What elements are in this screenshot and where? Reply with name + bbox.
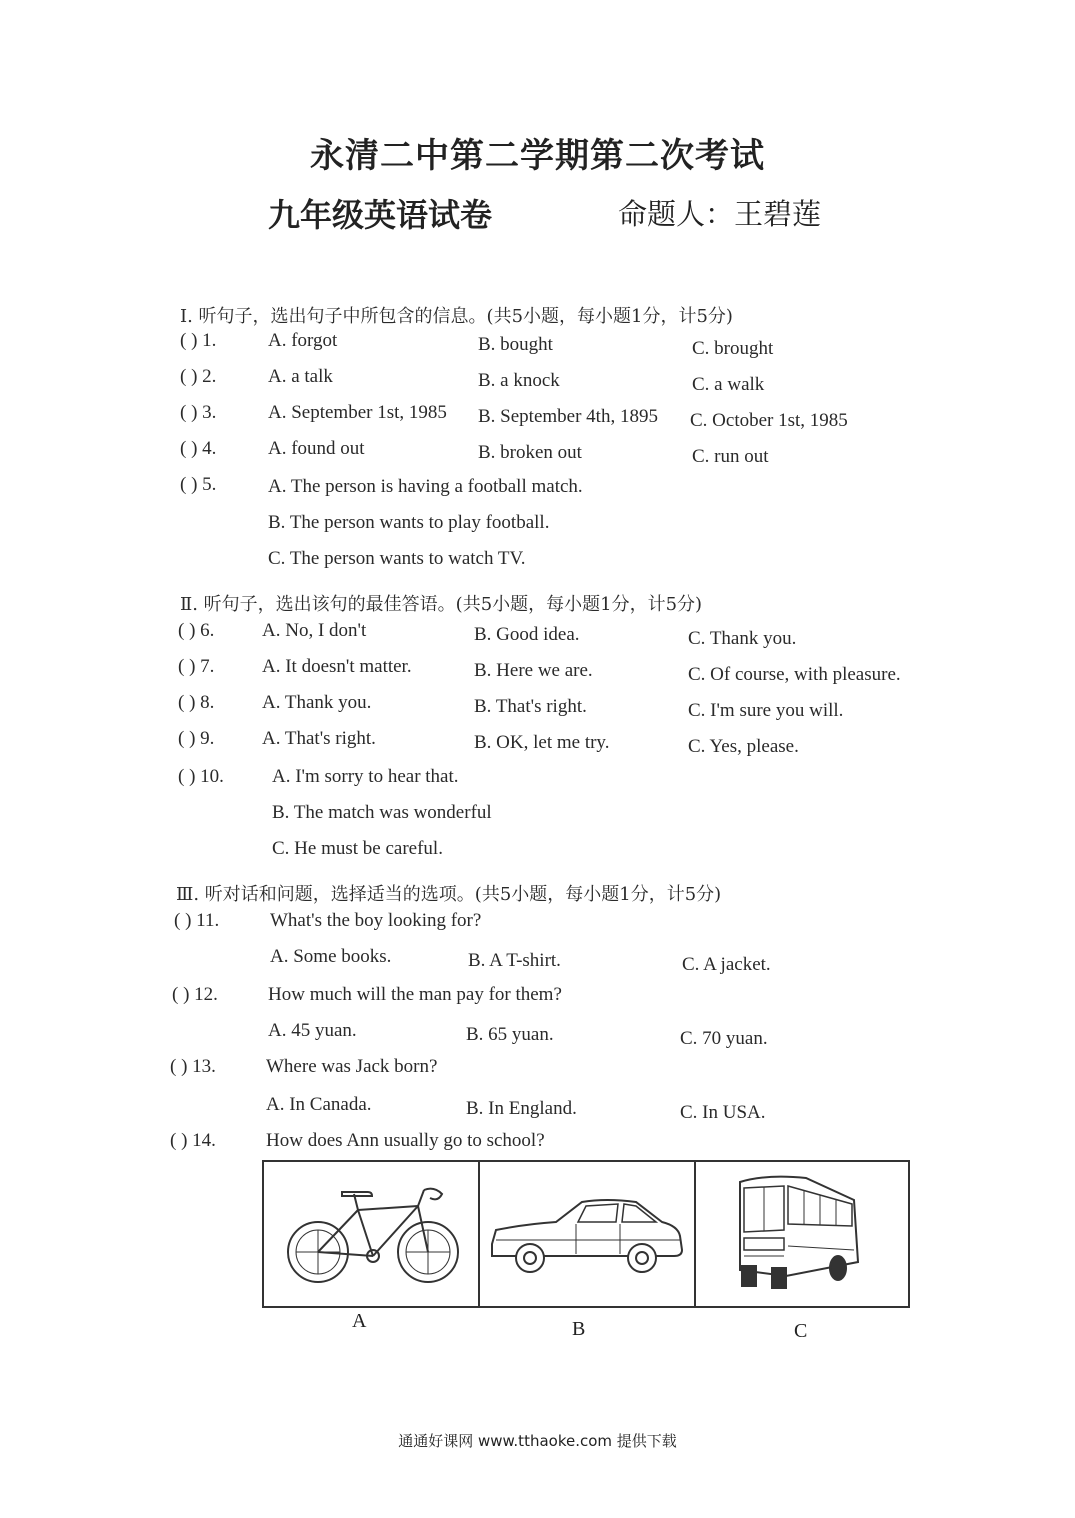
picture-label-a: A	[352, 1310, 367, 1332]
q8-option-c: C. I'm sure you will.	[688, 700, 844, 721]
q13-option-a: A. In Canada.	[266, 1094, 372, 1115]
q14-picture-options	[262, 1160, 910, 1308]
q6-number: ( ) 6.	[178, 620, 215, 641]
q1-option-c: C. brought	[692, 338, 774, 359]
q3-number: ( ) 3.	[180, 402, 217, 423]
q10-option-b: B. The match was wonderful	[272, 802, 492, 823]
q9-option-b: B. OK, let me try.	[474, 732, 610, 753]
section2-heading: Ⅱ. 听句子，选出该句的最佳答语。(共5小题，每小题1分，计5分)	[180, 594, 703, 615]
section3-heading: Ⅲ. 听对话和问题，选择适当的选项。(共5小题，每小题1分，计5分)	[176, 884, 722, 905]
bus-icon	[726, 1172, 866, 1296]
car-icon	[486, 1184, 686, 1284]
q3-option-c: C. October 1st, 1985	[690, 410, 848, 431]
footer-source: 通通好课网 www.tthaoke.com 提供下载	[398, 1432, 677, 1450]
q1-option-b: B. bought	[478, 334, 553, 355]
picture-divider	[478, 1162, 480, 1306]
q11-option-a: A. Some books.	[270, 946, 392, 967]
q14-number: ( ) 14.	[170, 1130, 216, 1151]
exam-title: 永清二中第二学期第二次考试	[310, 136, 765, 176]
q12-option-b: B. 65 yuan.	[466, 1024, 554, 1045]
q9-number: ( ) 9.	[178, 728, 215, 749]
q5-option-c: C. The person wants to watch TV.	[268, 548, 526, 569]
picture-label-c: C	[794, 1320, 808, 1342]
q9-option-c: C. Yes, please.	[688, 736, 799, 757]
q8-option-b: B. That's right.	[474, 696, 587, 717]
q7-option-b: B. Here we are.	[474, 660, 593, 681]
q12-option-c: C. 70 yuan.	[680, 1028, 768, 1049]
exam-subtitle: 九年级英语试卷	[268, 196, 493, 234]
q10-option-c: C. He must be careful.	[272, 838, 443, 859]
q11-number: ( ) 11.	[174, 910, 220, 931]
q9-option-a: A. That's right.	[262, 728, 376, 749]
q11-option-b: B. A T-shirt.	[468, 950, 561, 971]
q12-question: How much will the man pay for them?	[268, 984, 562, 1005]
q5-option-a: A. The person is having a football match.	[268, 476, 583, 497]
q7-option-a: A. It doesn't matter.	[262, 656, 412, 677]
q12-number: ( ) 12.	[172, 984, 218, 1005]
q5-option-b: B. The person wants to play football.	[268, 512, 550, 533]
q3-option-a: A. September 1st, 1985	[268, 402, 447, 423]
q13-option-c: C. In USA.	[680, 1102, 766, 1123]
q13-question: Where was Jack born?	[266, 1056, 438, 1077]
q2-option-c: C. a walk	[692, 374, 765, 395]
q2-option-a: A. a talk	[268, 366, 333, 387]
picture-divider	[694, 1162, 696, 1306]
q13-option-b: B. In England.	[466, 1098, 577, 1119]
q7-option-c: C. Of course, with pleasure.	[688, 664, 901, 685]
q6-option-c: C. Thank you.	[688, 628, 797, 649]
q4-option-c: C. run out	[692, 446, 769, 467]
q8-number: ( ) 8.	[178, 692, 215, 713]
q7-number: ( ) 7.	[178, 656, 215, 677]
q6-option-b: B. Good idea.	[474, 624, 580, 645]
picture-label-b: B	[572, 1318, 586, 1340]
q3-option-b: B. September 4th, 1895	[478, 406, 658, 427]
q5-number: ( ) 5.	[180, 474, 217, 495]
q8-option-a: A. Thank you.	[262, 692, 372, 713]
q4-number: ( ) 4.	[180, 438, 217, 459]
q14-question: How does Ann usually go to school?	[266, 1130, 545, 1151]
bicycle-icon	[278, 1176, 468, 1294]
q2-number: ( ) 2.	[180, 366, 217, 387]
q11-option-c: C. A jacket.	[682, 954, 771, 975]
exam-author: 命题人：王碧莲	[618, 197, 822, 231]
q10-number: ( ) 10.	[178, 766, 224, 787]
q11-question: What's the boy looking for?	[270, 910, 482, 931]
q4-option-b: B. broken out	[478, 442, 582, 463]
q6-option-a: A. No, I don't	[262, 620, 367, 641]
q1-number: ( ) 1.	[180, 330, 217, 351]
q13-number: ( ) 13.	[170, 1056, 216, 1077]
q12-option-a: A. 45 yuan.	[268, 1020, 357, 1041]
section1-heading: I. 听句子，选出句子中所包含的信息。(共5小题，每小题1分，计5分)	[180, 306, 733, 327]
q1-option-a: A. forgot	[268, 330, 338, 351]
q10-option-a: A. I'm sorry to hear that.	[272, 766, 459, 787]
q4-option-a: A. found out	[268, 438, 365, 459]
q2-option-b: B. a knock	[478, 370, 560, 391]
